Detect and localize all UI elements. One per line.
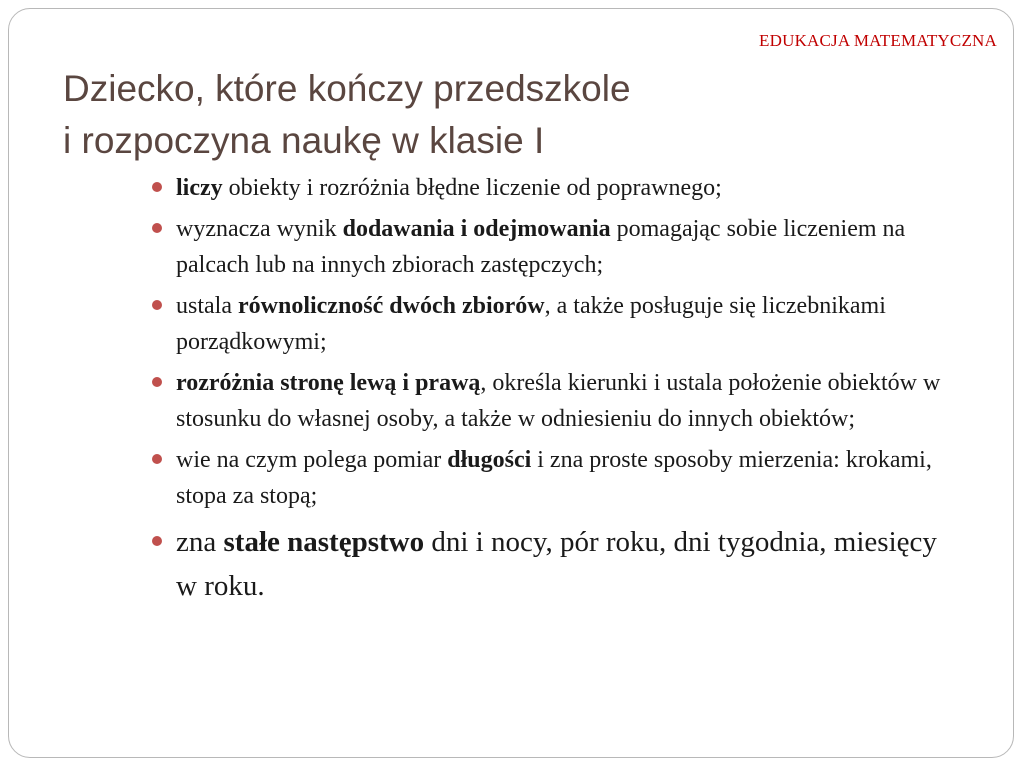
bullet-item-directions (152, 365, 952, 437)
bullet-dot-icon (152, 182, 162, 192)
bullet-list (152, 170, 952, 613)
bullet-dot-icon (152, 536, 162, 546)
bullet-text: , a także posługuje się liczebnikami porządkowymi; (176, 293, 886, 355)
bullet-bold-text: rozróżnia stronę lewą i prawą (176, 370, 481, 396)
bullet-text: ustala (176, 293, 238, 319)
bullet-bold-text: liczy (176, 175, 223, 201)
bullet-item-addition (152, 211, 952, 283)
bullet-dot-icon (152, 377, 162, 387)
bullet-text: i zna proste sposoby mierzenia: krokami, stopa za stopą; (176, 447, 932, 509)
slide-title (63, 63, 631, 167)
header-label: EDUKACJA MATEMATYCZNA (759, 31, 997, 50)
bullet-item-sequence (152, 520, 952, 608)
title-line-2: i rozpoczyna naukę w klasie I (63, 120, 545, 161)
bullet-bold-text: dodawania i odejmowania (342, 216, 611, 242)
bullet-item-equinumerosity (152, 288, 952, 360)
bullet-text: pomagając sobie liczeniem na palcach lub na innych zbiorach zastępczych; (176, 216, 906, 278)
title-line-1: Dziecko, które kończy przedszkole (63, 68, 631, 109)
bullet-dot-icon (152, 223, 162, 233)
bullet-dot-icon (152, 454, 162, 464)
bullet-text: wie na czym polega pomiar (176, 447, 448, 473)
bullet-item-counting (152, 170, 952, 206)
bullet-text: zna (176, 526, 224, 558)
bullet-dot-icon (152, 300, 162, 310)
bullet-bold-text: długości (447, 447, 532, 473)
bullet-text: wyznacza wynik (176, 216, 343, 242)
bullet-text: , określa kierunki i ustala położenie obiektów w stosunku do własnej osoby, a także w odniesieniu do innych obiektów; (176, 370, 941, 432)
bullet-text: obiekty i rozróżnia błędne liczenie od poprawnego; (222, 175, 722, 201)
bullet-item-measurement (152, 442, 952, 514)
bullet-text: dni i nocy, pór roku, dni tygodnia, miesięcy w roku. (176, 526, 937, 602)
bullet-bold-text: stałe następstwo (223, 526, 425, 558)
bullet-bold-text: równoliczność dwóch zbiorów (237, 293, 545, 319)
